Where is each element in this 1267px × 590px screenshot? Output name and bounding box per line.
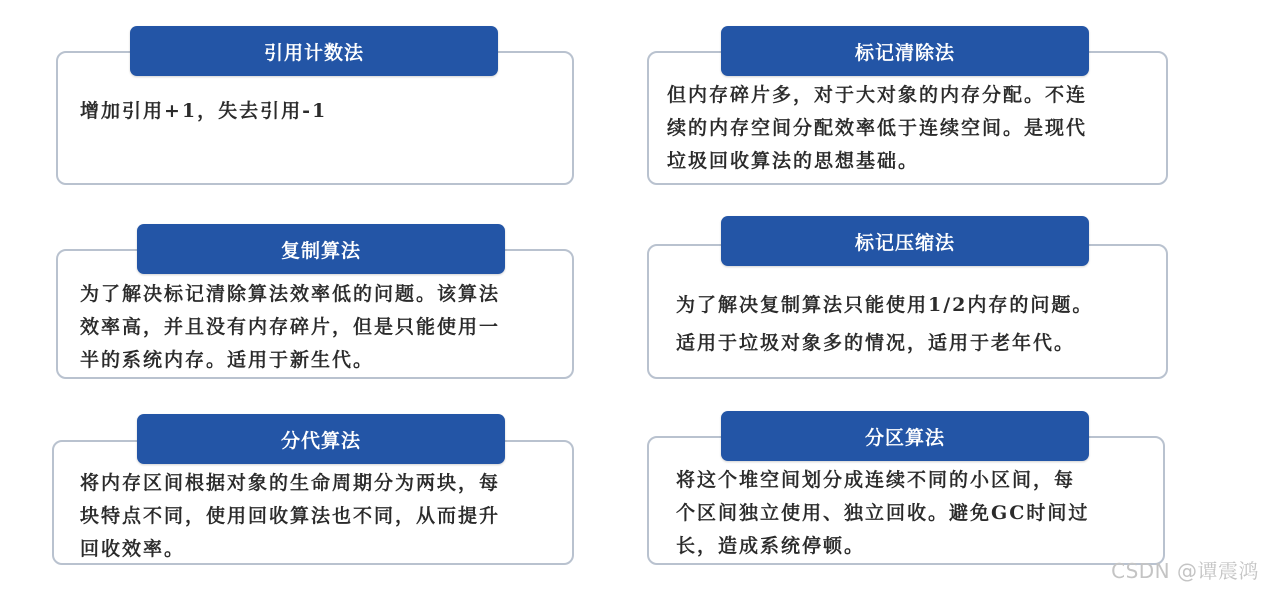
card-title-generational: 分代算法 <box>137 414 505 464</box>
card-body-mark-sweep: 但内存碎片多，对于大对象的内存分配。不连 续的内存空间分配效率低于连续空间。是现代 垃圾回收算法的思想基础。 <box>667 84 1088 172</box>
card-title-region: 分区算法 <box>721 411 1089 461</box>
card-body-generational: 将内存区间根据对象的生命周期分为两块，每 块特点不同，使用回收算法也不同，从而提升 回收效率。 <box>80 472 501 560</box>
card-title-mark-sweep: 标记清除法 <box>721 26 1089 76</box>
card-title-copying: 复制算法 <box>137 224 505 274</box>
card-body-reference-counting: 增加引用+1，失去引用-1 <box>80 100 328 122</box>
csdn-watermark: CSDN @谭震鸿 <box>1111 559 1259 583</box>
card-title-mark-compact: 标记压缩法 <box>721 216 1089 266</box>
card-body-region: 将这个堆空间划分成连续不同的小区间，每 个区间独立使用、独立回收。避免GC时间过 长，造成系统停顿。 <box>676 469 1090 557</box>
card-body-mark-compact: 为了解决复制算法只能使用1/2内存的问题。 适用于垃圾对象多的情况，适用于老年代。 <box>676 294 1094 354</box>
card-body-copying: 为了解决标记清除算法效率低的问题。该算法 效率高，并且没有内存碎片，但是只能使用一 半的系统内存。适用于新生代。 <box>80 283 501 371</box>
card-title-reference-counting: 引用计数法 <box>130 26 498 76</box>
